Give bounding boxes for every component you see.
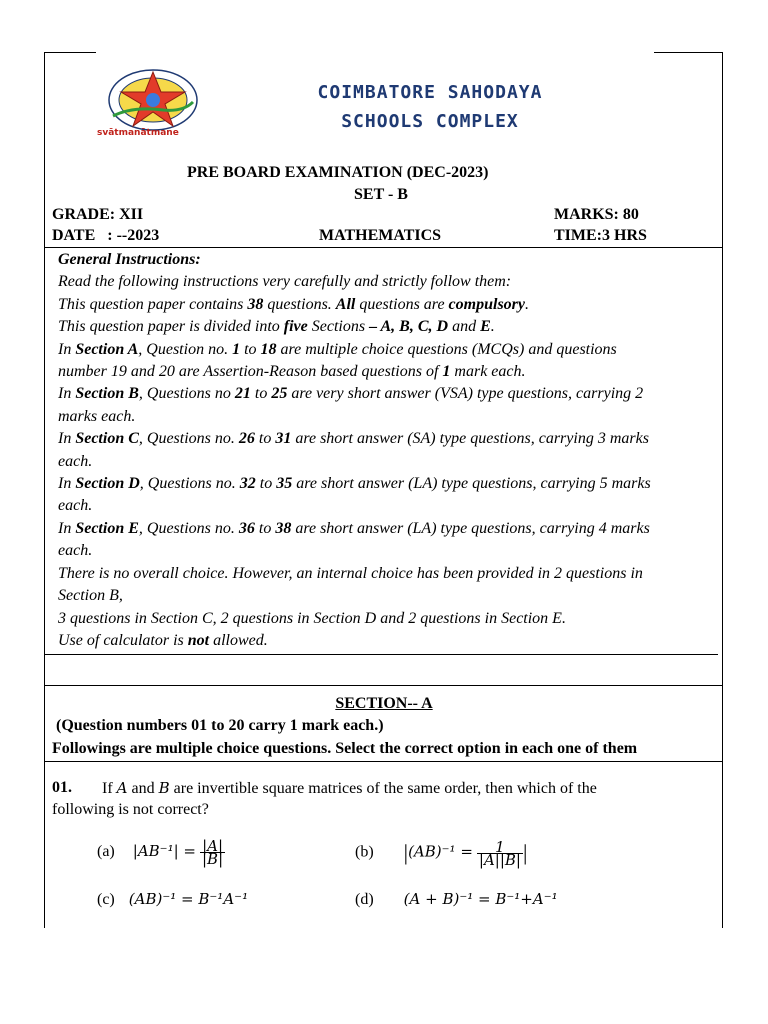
instruction-line: Read the following instructions very carefully and strictly follow them: [58,273,512,291]
option-b-fraction: $\frac{1}{|A||B|}$ [478,837,521,869]
section-a-title: SECTION-- A [335,695,433,712]
instruction-line: This question paper is divided into five Sections – A, B, C, D and E. [58,318,495,336]
general-instructions [58,249,718,652]
option-d-math: (A + B)⁻¹ = B⁻¹+A⁻¹ [403,890,558,908]
option-c [97,890,248,909]
instruction-line: marks each. [58,407,136,425]
option-a [97,837,225,868]
option-d-label: (d) [355,891,374,908]
top-border-right [654,52,723,53]
exam-title: PRE BOARD EXAMINATION (DEC-2023) [187,164,489,181]
instruction-line: each. [58,542,93,560]
section-a-marks-note: (Question numbers 01 to 20 carry 1 mark each.) [52,717,384,734]
school-name-line1: COIMBATORE SAHODAYA [317,82,543,103]
instruction-line: In Section E, Questions no. 36 to 38 are short answer (LA) type questions, carrying 4 marks [58,519,650,537]
right-border [722,52,723,928]
option-c-label: (c) [97,891,115,908]
instruction-line: In Section D, Questions no. 32 to 35 are short answer (LA) type questions, carrying 5 marks [58,475,651,493]
section-a-mcq-note: Followings are multiple choice questions. Select the correct option in each one of them [52,740,638,757]
option-b-label: (b) [355,843,374,861]
instruction-line: each. [58,452,93,470]
left-border [44,52,45,928]
instruction-line: 3 questions in Section C, 2 questions in Section D and 2 questions in Section E. [58,609,566,627]
option-a-label: (a) [97,843,115,861]
instruction-line: In Section B, Questions no 21 to 25 are very short answer (VSA) type questions, carrying 2 [58,385,644,403]
question-divider [44,761,723,762]
instructions-divider [44,654,718,655]
question-text-line2: following is not correct? [52,801,209,818]
option-b-math: (AB)⁻¹ = [408,842,473,861]
grade-label: GRADE: XII [52,206,144,223]
instruction-line: number 19 and 20 are Assertion-Reason based questions of 1 mark each. [58,363,526,381]
question-text: If A and B are invertible square matrices of the same order, then which of the [102,779,597,797]
school-logo [93,66,215,142]
top-border-left [44,52,96,53]
subject-label: MATHEMATICS [319,227,442,244]
header-divider [44,247,723,248]
instruction-line: Section B, [58,587,123,605]
instruction-line: In Section A, Question no. 1 to 18 are multiple choice questions (MCQs) and questions [58,340,617,358]
option-a-math: |AB⁻¹| = [132,842,196,861]
option-a-fraction: $\frac{|A|}{|B|}$ [202,837,224,868]
instructions-heading: General Instructions: [58,251,201,268]
exam-set: SET - B [354,186,408,203]
question-number: 01. [52,779,72,796]
instruction-line: In Section C, Questions no. 26 to 31 are short answer (SA) type questions, carrying 3 marks [58,430,649,448]
logo-motto: svātmanātmane [97,128,179,138]
instruction-line: There is no overall choice. However, an internal choice has been provided in 2 questions in [58,564,643,582]
instruction-line: each. [58,497,93,515]
instruction-line: Use of calculator is not allowed. [58,631,268,649]
option-c-math: (AB)⁻¹ = B⁻¹A⁻¹ [128,890,249,908]
option-b: (b) |(AB)⁻¹ = $\frac{1}{|A||B|}$ | [355,837,528,869]
section-divider [44,685,723,686]
instruction-line: This question paper contains 38 questions. All questions are compulsory. [58,295,529,313]
marks-label: MARKS: 80 [554,206,639,223]
time-label: TIME:3 HRS [554,227,647,244]
school-name-line2: SCHOOLS COMPLEX [341,111,519,132]
date-label: DATE : --2023 [52,227,160,244]
option-d [355,890,558,909]
